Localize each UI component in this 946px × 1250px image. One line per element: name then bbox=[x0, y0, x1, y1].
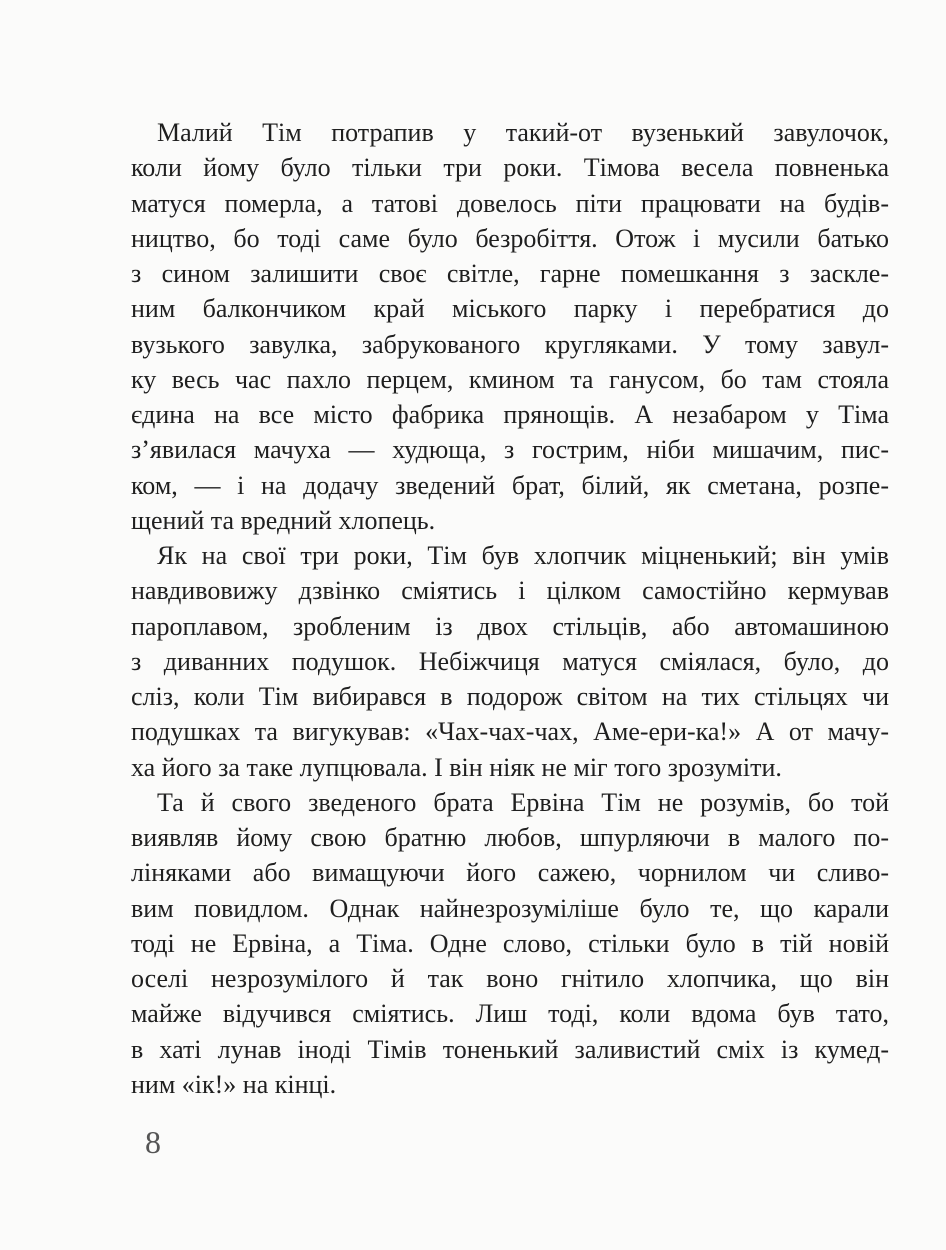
text-line: ха його за таке лупцювала. І він ніяк не міг того зрозуміти. bbox=[131, 752, 782, 782]
text-line: сліз, коли Тім вибирався в подорож світом на тих стільцях чи bbox=[131, 682, 889, 711]
paragraph bbox=[131, 115, 889, 538]
text-line: Та й свого зведеного брата Ервіна Тім не розумів, бо той bbox=[157, 787, 889, 817]
text-line: ком, — і на додачу зведений брат, білий, як сметана, розпе- bbox=[131, 470, 889, 500]
text-line: навдивовижу дзвінко сміятись і цілком самостійно кермував bbox=[131, 576, 889, 606]
text-line: ництво, бо тоді саме було безробіття. Отож і мусили батько bbox=[131, 223, 889, 253]
text-line: ним балкончиком край міського парку і перебратися до bbox=[131, 294, 889, 324]
text-line: ним «ік!» на кінці. bbox=[131, 1069, 337, 1099]
text-line: з диванних подушок. Небіжчиця матуся сміялася, було, до bbox=[131, 646, 889, 676]
text-line: в хаті лунав іноді Тімів тоненький заливистий сміх із кумед- bbox=[131, 1034, 889, 1064]
text-line: з сином залишити своє світле, гарне помешкання з заскле- bbox=[131, 259, 889, 288]
page-number: 8 bbox=[145, 1124, 161, 1160]
text-line: коли йому було тільки три роки. Тімова весела повненька bbox=[131, 153, 889, 183]
text-line: оселі незрозумілого й так воно гнітило хлопчика, що він bbox=[131, 964, 889, 993]
text-line: вузького завулка, забрукованого кругляками. У тому завул- bbox=[131, 329, 889, 359]
text-line: ліняками або вимащуючи його сажею, чорнилом чи сливо- bbox=[131, 858, 889, 888]
text-line: вим повидлом. Однак найнезрозуміліше було те, що карали bbox=[131, 893, 889, 923]
text-line: ку весь час пахло перцем, кмином та ганусом, бо там стояла bbox=[131, 364, 889, 394]
text-line: щений та вредний хлопець. bbox=[131, 505, 436, 535]
text-line: пароплавом, зробленим із двох стільців, або автомашиною bbox=[131, 611, 889, 641]
text-line: виявляв йому свою братню любов, шпурляючи в малого по- bbox=[131, 823, 889, 852]
text-line: єдина на все місто фабрика прянощів. А незабаром у Тіма bbox=[131, 400, 889, 429]
body-text bbox=[131, 115, 889, 1102]
text-line: Як на свої три роки, Тім був хлопчик міцненький; він умів bbox=[157, 541, 889, 570]
text-line: з’явилася мачуха — худюща, з гострим, ніби мишачим, пис- bbox=[131, 435, 889, 465]
paragraph bbox=[131, 785, 889, 1102]
text-line: тоді не Ервіна, а Тіма. Одне слово, стільки було в тій новій bbox=[131, 928, 889, 958]
text-line: подушках та вигукував: «Чах-чах-чах, Аме-ери-ка!» А от мачу- bbox=[131, 717, 889, 747]
text-line: матуся померла, а татові довелось піти працювати на будів- bbox=[131, 188, 889, 218]
paragraph bbox=[131, 538, 889, 785]
text-line: майже відучився сміятись. Лиш тоді, коли вдома був тато, bbox=[131, 999, 889, 1029]
text-line: Малий Тім потрапив у такий-от вузенький завулочок, bbox=[157, 118, 889, 147]
